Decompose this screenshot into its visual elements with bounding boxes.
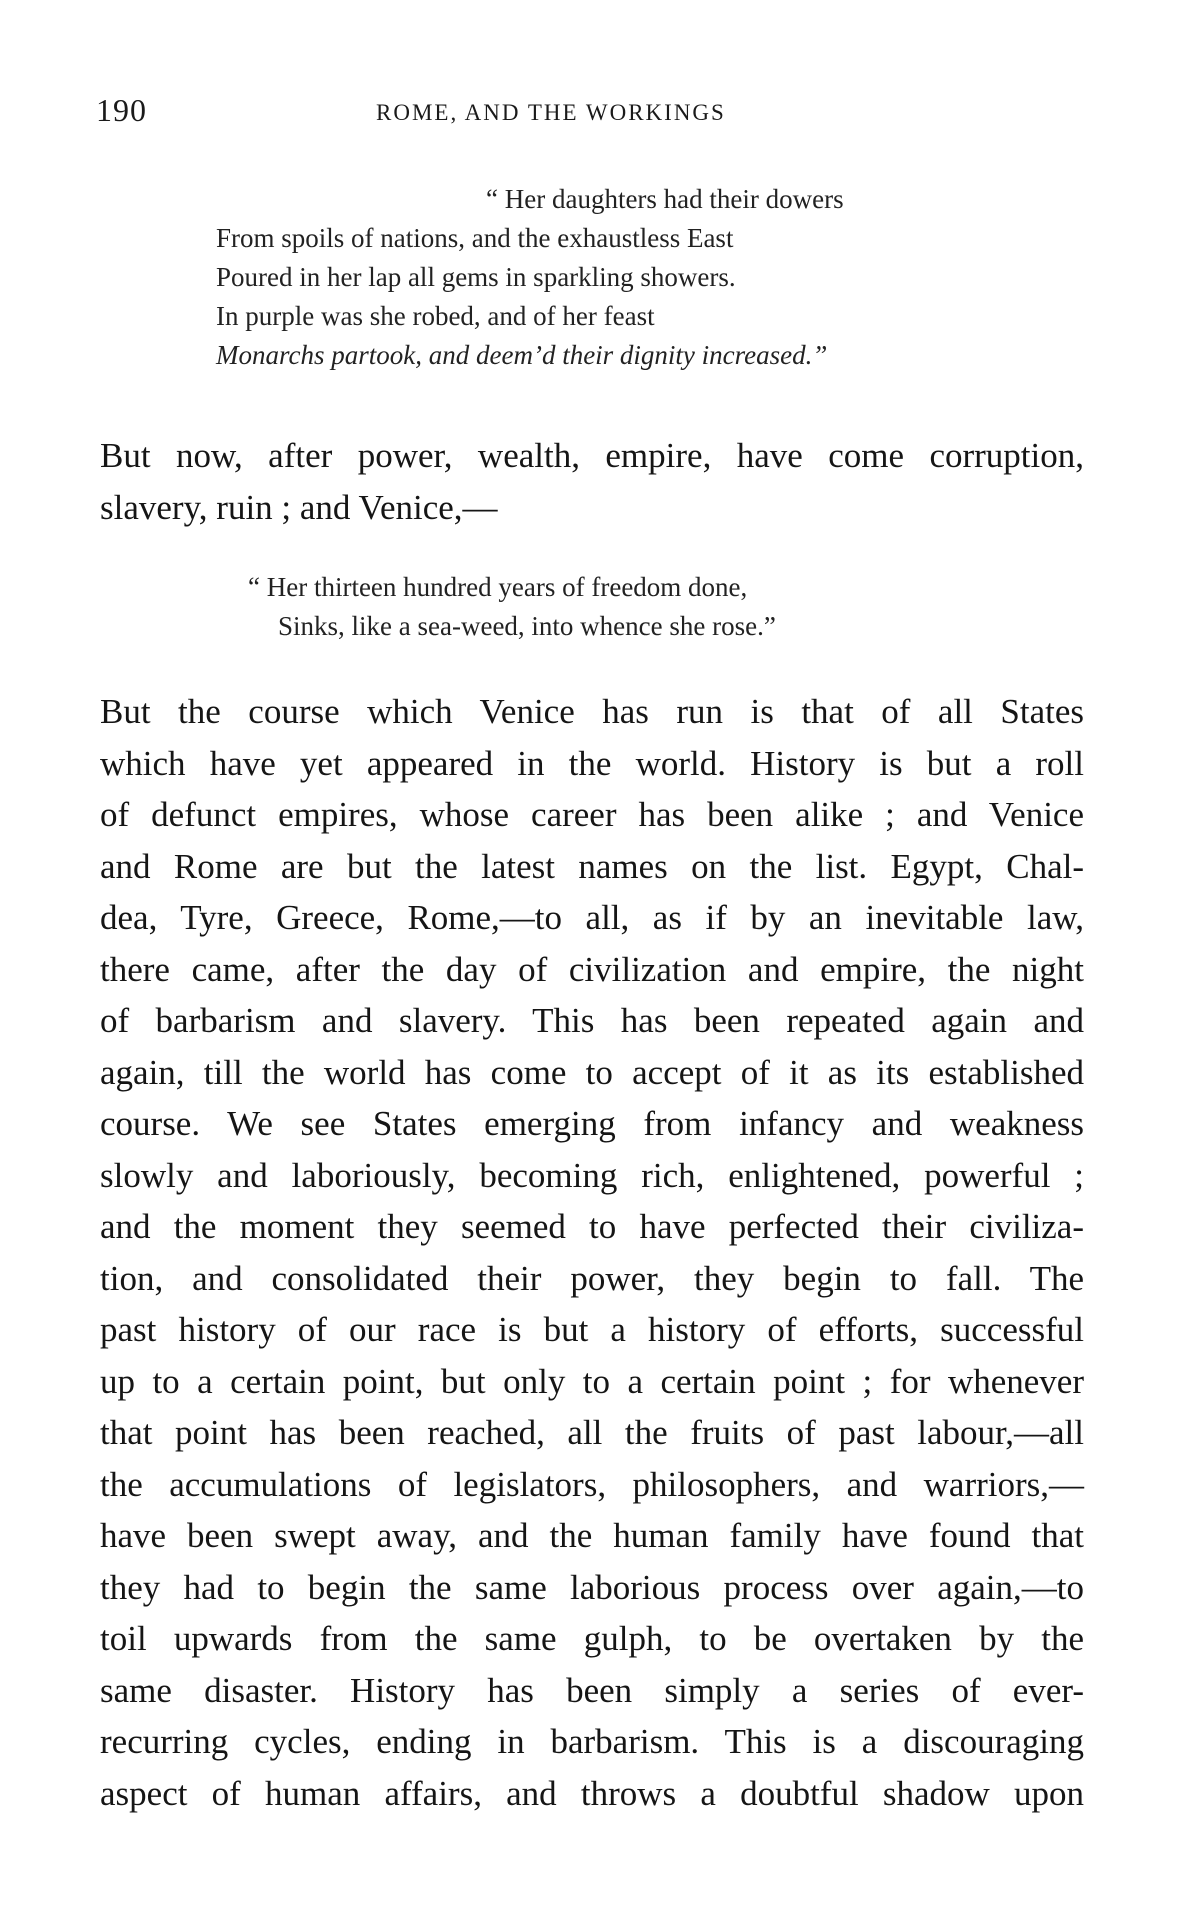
text-line: of defunct empires, whose career has been alike ; and Venice xyxy=(100,795,1084,834)
page-header xyxy=(96,92,1082,132)
verse-line: From spoils of nations, and the exhaustless East xyxy=(216,223,734,253)
text-line: But the course which Venice has run is that of all States xyxy=(100,692,1084,731)
text-line: But now, after power, wealth, empire, have come corruption, xyxy=(100,436,1084,475)
text-line: again, till the world has come to accept of it as its established xyxy=(100,1052,1084,1092)
text-line: the accumulations of legislators, philosophers, and warriors,— xyxy=(100,1464,1084,1504)
text-line: there came, after the day of civilization and empire, the night xyxy=(100,949,1084,989)
text-line: aspect of human affairs, and throws a doubtful shadow upon xyxy=(100,1773,1084,1813)
body-paragraph-1 xyxy=(100,430,1084,533)
text-line: dea, Tyre, Greece, Rome,—to all, as if by an inevitable law, xyxy=(100,898,1084,937)
verse-line: Monarchs partook, and deem’d their dignity increased.” xyxy=(216,340,828,370)
verse-line: “ Her thirteen hundred years of freedom done, xyxy=(248,572,748,602)
text-line: slavery, ruin ; and Venice,— xyxy=(100,487,498,527)
verse-quotation-1 xyxy=(216,180,844,375)
text-line: which have yet appeared in the world. History is but a roll xyxy=(100,743,1084,783)
text-line: recurring cycles, ending in barbarism. This is a discouraging xyxy=(100,1722,1084,1761)
text-line: they had to begin the same laborious process over again,—to xyxy=(100,1567,1084,1607)
text-line: past history of our race is but a history of efforts, successful xyxy=(100,1310,1084,1349)
verse-quotation-2 xyxy=(248,568,776,646)
verse-line: In purple was she robed, and of her feast xyxy=(216,301,655,331)
text-line: toil upwards from the same gulph, to be overtaken by the xyxy=(100,1619,1084,1658)
text-line: same disaster. History has been simply a series of ever- xyxy=(100,1670,1084,1710)
page-number: 190 xyxy=(96,92,147,128)
text-line: and Rome are but the latest names on the list. Egypt, Chal- xyxy=(100,846,1084,886)
verse-line: Sinks, like a sea-weed, into whence she rose.” xyxy=(278,611,776,641)
text-line: course. We see States emerging from infancy and weakness xyxy=(100,1104,1084,1143)
text-line: up to a certain point, but only to a certain point ; for whenever xyxy=(100,1361,1084,1401)
verse-line: Poured in her lap all gems in sparkling showers. xyxy=(216,262,736,292)
text-line: of barbarism and slavery. This has been repeated again and xyxy=(100,1001,1084,1040)
body-paragraph-2 xyxy=(100,686,1084,1819)
text-line: slowly and laboriously, becoming rich, enlightened, powerful ; xyxy=(100,1155,1084,1195)
text-line: and the moment they seemed to have perfected their civiliza- xyxy=(100,1207,1084,1246)
verse-line: “ Her daughters had their dowers xyxy=(486,184,844,214)
text-line: tion, and consolidated their power, they begin to fall. The xyxy=(100,1258,1084,1298)
text-line: that point has been reached, all the fruits of past labour,—all xyxy=(100,1413,1084,1452)
running-title: ROME, AND THE WORKINGS xyxy=(376,100,726,125)
text-line: have been swept away, and the human family have found that xyxy=(100,1516,1084,1555)
